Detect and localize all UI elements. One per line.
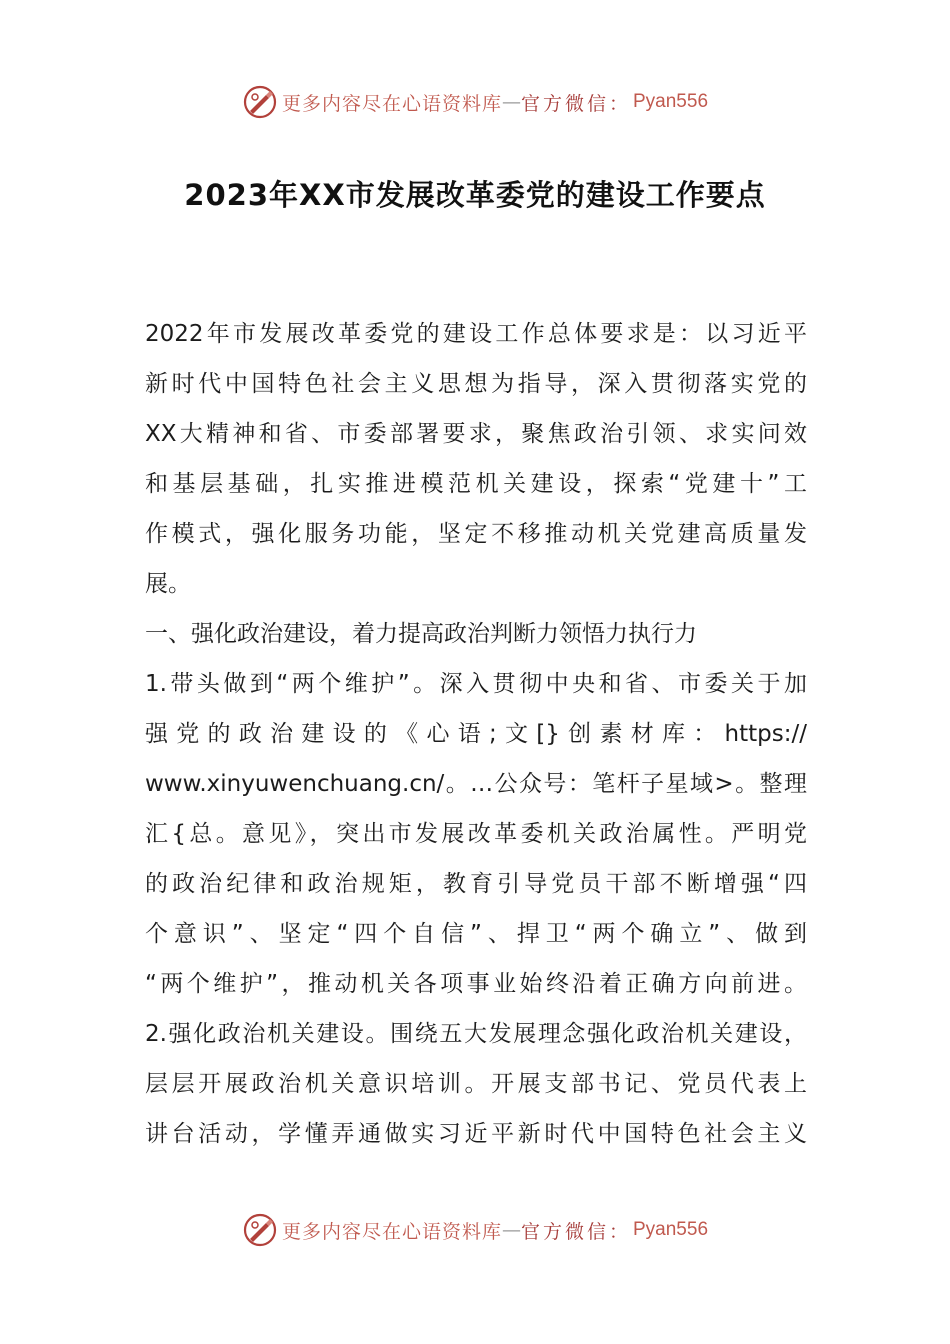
watermark-text: 更多内容尽在心语资料库 [281, 92, 502, 115]
body-line: 展。 [145, 571, 191, 597]
watermark-text: 更多内容尽在心语资料库 [281, 1220, 502, 1243]
body-line: 和基层基础，扎实推进模范机关建设，探索“党建十”工 [145, 471, 807, 497]
pen-logo-icon [242, 84, 278, 120]
watermark-separator: — [501, 1219, 521, 1241]
body-line: “两个维护”，推动机关各项事业始终沿着正确方向前进。 [145, 971, 807, 997]
body-line: 2.强化政治机关建设。围绕五大发展理念强化政治机关建设， [145, 1021, 807, 1047]
watermark-separator: — [501, 91, 521, 113]
header-watermark [0, 82, 950, 122]
body-line: 2022年市发展改革委党的建设工作总体要求是：以习近平 [145, 321, 807, 347]
body-line: 新时代中国特色社会主义思想为指导，深入贯彻落实党的 [145, 371, 807, 397]
body-line: www.xinyuwenchuang.cn/。…公众号：笔杆子星域>。整理 [145, 771, 807, 797]
pen-logo-icon [242, 1212, 278, 1248]
body-line: 作模式，强化服务功能，坚定不移推动机关党建高质量发 [145, 521, 807, 547]
body-line: 层层开展政治机关意识培训。开展支部书记、党员代表上 [145, 1071, 807, 1097]
watermark-wechat-id: Pyan556 [633, 91, 709, 112]
watermark-wechat-label: 官方微信： [520, 92, 631, 115]
body-line: 个意识”、坚定“四个自信”、捍卫“两个确立”、做到 [145, 921, 807, 947]
body-line: 讲台活动，学懂弄通做实习近平新时代中国特色社会主义 [145, 1121, 807, 1147]
watermark-wechat-id: Pyan556 [633, 1219, 709, 1240]
body-line: 强党的政治建设的《心语;文[}创素材库：https:// [145, 721, 807, 747]
document-title: 2023年XX市发展改革委党的建设工作要点 [184, 178, 766, 212]
document-body [145, 314, 807, 1164]
body-line: 1.带头做到“两个维护”。深入贯彻中央和省、市委关于加 [145, 671, 807, 697]
section-heading: 一、强化政治建设，着力提高政治判断力领悟力执行力 [145, 621, 697, 647]
body-line: XX大精神和省、市委部署要求，聚焦政治引领、求实问效 [145, 421, 807, 447]
watermark-wechat-label: 官方微信： [520, 1220, 631, 1243]
body-line: 汇{总。意见》，突出市发展改革委机关政治属性。严明党 [145, 821, 807, 847]
footer-watermark [0, 1210, 950, 1250]
body-line: 的政治纪律和政治规矩，教育引导党员干部不断增强“四 [145, 871, 807, 897]
